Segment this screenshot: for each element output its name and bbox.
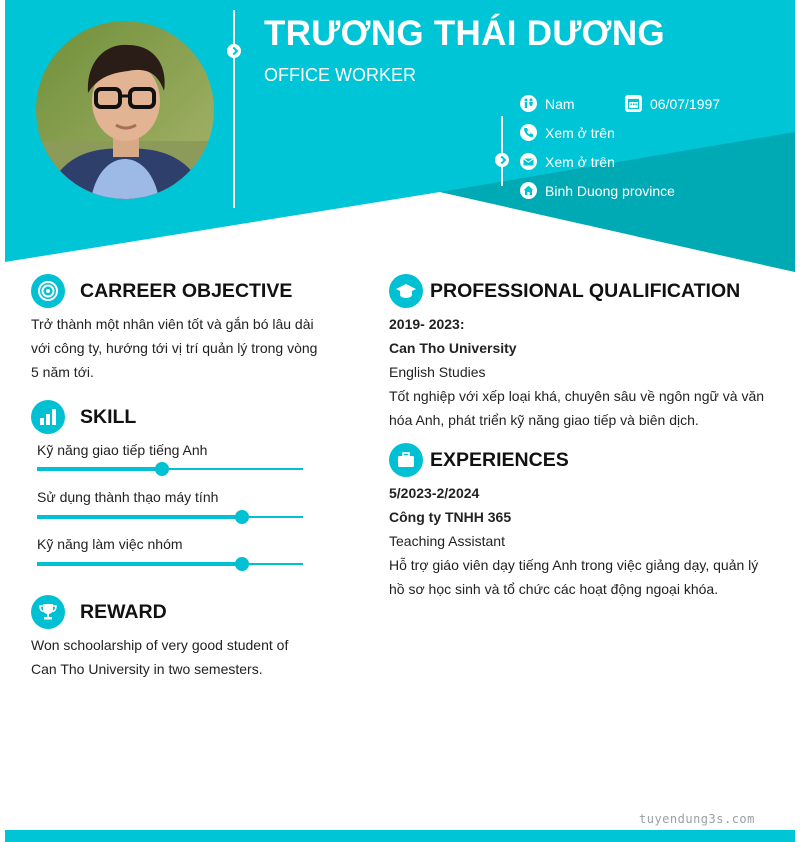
bar-chart-icon — [31, 400, 65, 434]
skill-label: Kỹ năng giao tiếp tiếng Anh — [37, 442, 208, 458]
career-objective-text — [31, 312, 317, 384]
qualification-period: 2019- 2023: — [389, 316, 465, 332]
career-objective-line: 5 năm tới. — [31, 364, 94, 380]
gender-icon — [520, 95, 537, 112]
skill-bar-knob — [235, 510, 249, 524]
contact-divider-dot — [495, 153, 509, 167]
career-objective-heading — [31, 274, 292, 308]
career-objective-line: với công ty, hướng tới vị trí quản lý trong vòng — [31, 340, 318, 356]
header-divider-dot — [227, 44, 241, 58]
skill-bar-knob — [155, 462, 169, 476]
briefcase-icon — [389, 443, 423, 477]
birthdate-value: 06/07/1997 — [650, 95, 721, 112]
qualification-school: Can Tho University — [389, 340, 517, 356]
email-icon — [520, 153, 537, 170]
skill-title: SKILL — [80, 405, 137, 428]
email-info — [520, 153, 615, 170]
reward-text — [31, 633, 288, 681]
skill-bar-fill — [37, 562, 242, 566]
skill-bar — [37, 468, 303, 470]
gender-value: Nam — [545, 95, 575, 112]
candidate-position: OFFICE WORKER — [264, 65, 416, 85]
skill-heading — [31, 400, 136, 434]
address-info — [520, 182, 675, 199]
experience-period: 5/2023-2/2024 — [389, 485, 480, 501]
trophy-icon — [31, 595, 65, 629]
calendar-icon — [625, 95, 642, 112]
reward-line: Can Tho University in two semesters. — [31, 661, 263, 677]
address-value: Binh Duong province — [545, 182, 675, 199]
phone-value: Xem ở trên — [545, 124, 615, 141]
career-objective-title: CARREER OBJECTIVE — [80, 279, 293, 302]
qualification-title: PROFESSIONAL QUALIFICATION — [430, 279, 741, 302]
experience-line: Hỗ trợ giáo viên dạy tiếng Anh trong việc giảng dạy, quản lý — [389, 557, 759, 573]
qualification-major: English Studies — [389, 364, 486, 380]
home-icon — [520, 182, 537, 199]
reward-heading — [31, 595, 167, 629]
target-icon — [31, 274, 65, 308]
header-divider-line — [233, 10, 235, 208]
candidate-name: TRƯƠNG THÁI DƯƠNG — [264, 14, 665, 53]
qualification-text — [389, 312, 784, 432]
skill-bar-knob — [235, 557, 249, 571]
experience-company: Công ty TNHH 365 — [389, 509, 512, 525]
watermark: tuyendung3s.com — [639, 812, 755, 826]
skill-bar-fill — [37, 515, 242, 519]
skill-label: Kỹ năng làm việc nhóm — [37, 536, 183, 552]
contact-divider-line — [501, 116, 503, 186]
skill-bar-fill — [37, 467, 162, 471]
email-value: Xem ở trên — [545, 153, 615, 170]
experience-line: hồ sơ học sinh và tổ chức các hoạt động ngoại khóa. — [389, 581, 719, 597]
qualification-line: Tốt nghiệp với xếp loại khá, chuyên sâu về ngôn ngữ và văn — [389, 388, 765, 404]
footer-bar — [5, 830, 795, 842]
reward-line: Won schoolarship of very good student of — [31, 637, 289, 653]
birthdate-info — [625, 95, 720, 112]
career-objective-line: Trở thành một nhân viên tốt và gắn bó lâu dài — [31, 316, 314, 332]
experiences-text — [389, 481, 784, 601]
skill-label: Sử dụng thành thạo máy tính — [37, 489, 219, 505]
phone-info — [520, 124, 615, 141]
experiences-heading — [389, 443, 569, 477]
profile-photo — [36, 21, 214, 199]
experience-role: Teaching Assistant — [389, 533, 505, 549]
reward-title: REWARD — [80, 600, 167, 623]
qualification-line: hóa Anh, phát triển kỹ năng giao tiếp và biên dịch. — [389, 412, 699, 428]
graduation-cap-icon — [389, 274, 423, 308]
experiences-title: EXPERIENCES — [430, 448, 569, 471]
skill-bar — [37, 563, 303, 565]
skill-bar — [37, 516, 303, 518]
qualification-heading — [389, 274, 740, 308]
gender-info — [520, 95, 575, 112]
phone-icon — [520, 124, 537, 141]
